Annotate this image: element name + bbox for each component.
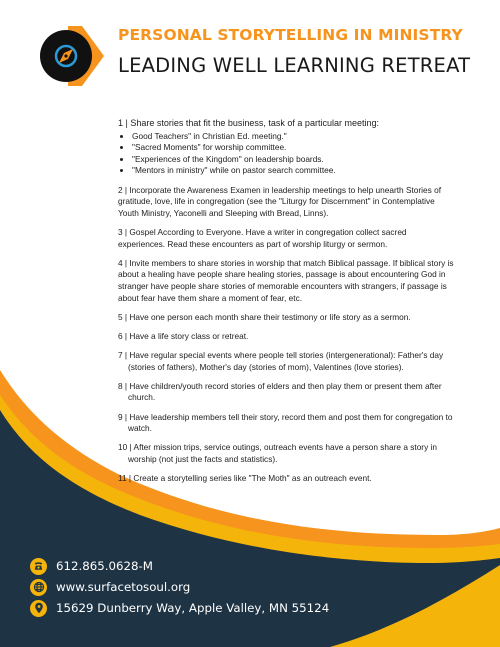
contact-phone-text: 612.865.0628-M <box>56 559 153 573</box>
logo-compass-center <box>64 54 67 57</box>
ideas-list <box>118 118 454 492</box>
bullet-item: • "Experiences of the Kingdom" on leadership boards. <box>132 154 454 166</box>
list-item-4: 4 | Invite members to share stories in worship that match Biblical passage. If biblical story is about a healing have people share healing stories, passage is about encountering God in stranger have people share stories of memorable encounters with strangers, if passage is about fear have them share a moment of fear, etc. <box>118 257 454 303</box>
list-item-3: 3 | Gospel According to Everyone. Have a writer in congregation collect sacred experiences. Read these encounters as part of worship liturgy or sermon. <box>118 226 407 249</box>
phone-icon <box>30 558 47 575</box>
list-item-5: 5 | Have one person each month share their testimony or life story as a sermon. <box>118 311 411 322</box>
contact-phone-row <box>30 556 330 576</box>
page-title: PERSONAL STORYTELLING IN MINISTRY <box>118 26 463 44</box>
location-pin-icon <box>30 600 47 617</box>
list-item-2: 2 | Incorporate the Awareness Examen in leadership meetings to help unearth Stories of gratitude, love, life in congregation (see the "Liturgy for Discernment" in Contemplative Youth Ministry, Yaconelli and Sleeping with Bread, Linns). <box>118 184 442 218</box>
list-item-1 <box>118 118 454 177</box>
meeting-story-bullets <box>118 131 454 177</box>
page-subtitle: LEADING WELL LEARNING RETREAT <box>118 54 471 77</box>
list-item-10: 10 | After mission trips, service outings, outreach events have a person share a story in worship (not just the facts and statistics). <box>118 442 437 464</box>
contact-address-text: 15629 Dunberry Way, Apple Valley, MN 55124 <box>56 601 330 615</box>
globe-icon <box>30 579 47 596</box>
contact-website-row <box>30 577 330 597</box>
list-item-7: 7 | Have regular special events where people tell stories (intergenerational): Father's day (stories of fathers), Mother's day (stories of mom), Valentines (love stories). <box>118 350 444 372</box>
contact-address-row <box>30 598 330 618</box>
list-item-11: 11 | Create a storytelling series like "The Moth" as an outreach event. <box>118 473 372 484</box>
compass-arrow-logo <box>38 22 106 90</box>
list-item-6: 6 | Have a life story class or retreat. <box>118 330 249 341</box>
list-item-8: 8 | Have children/youth record stories of elders and then play them or present them after church. <box>118 380 442 403</box>
list-item-9: 9 | Have leadership members tell their story, record them and post them for congregation to watch. <box>118 411 453 434</box>
list-item-1-text: 1 | Share stories that fit the business, task of a particular meeting: <box>118 118 379 128</box>
bullet-item: • "Mentors in ministry" while on pastor search committee. <box>132 165 454 177</box>
website-link[interactable]: www.surfacetosoul.org <box>56 580 191 594</box>
bullet-item: • Good Teachers" in Christian Ed. meeting." <box>132 131 454 143</box>
bullet-item: • "Sacred Moments" for worship committee. <box>132 142 454 154</box>
